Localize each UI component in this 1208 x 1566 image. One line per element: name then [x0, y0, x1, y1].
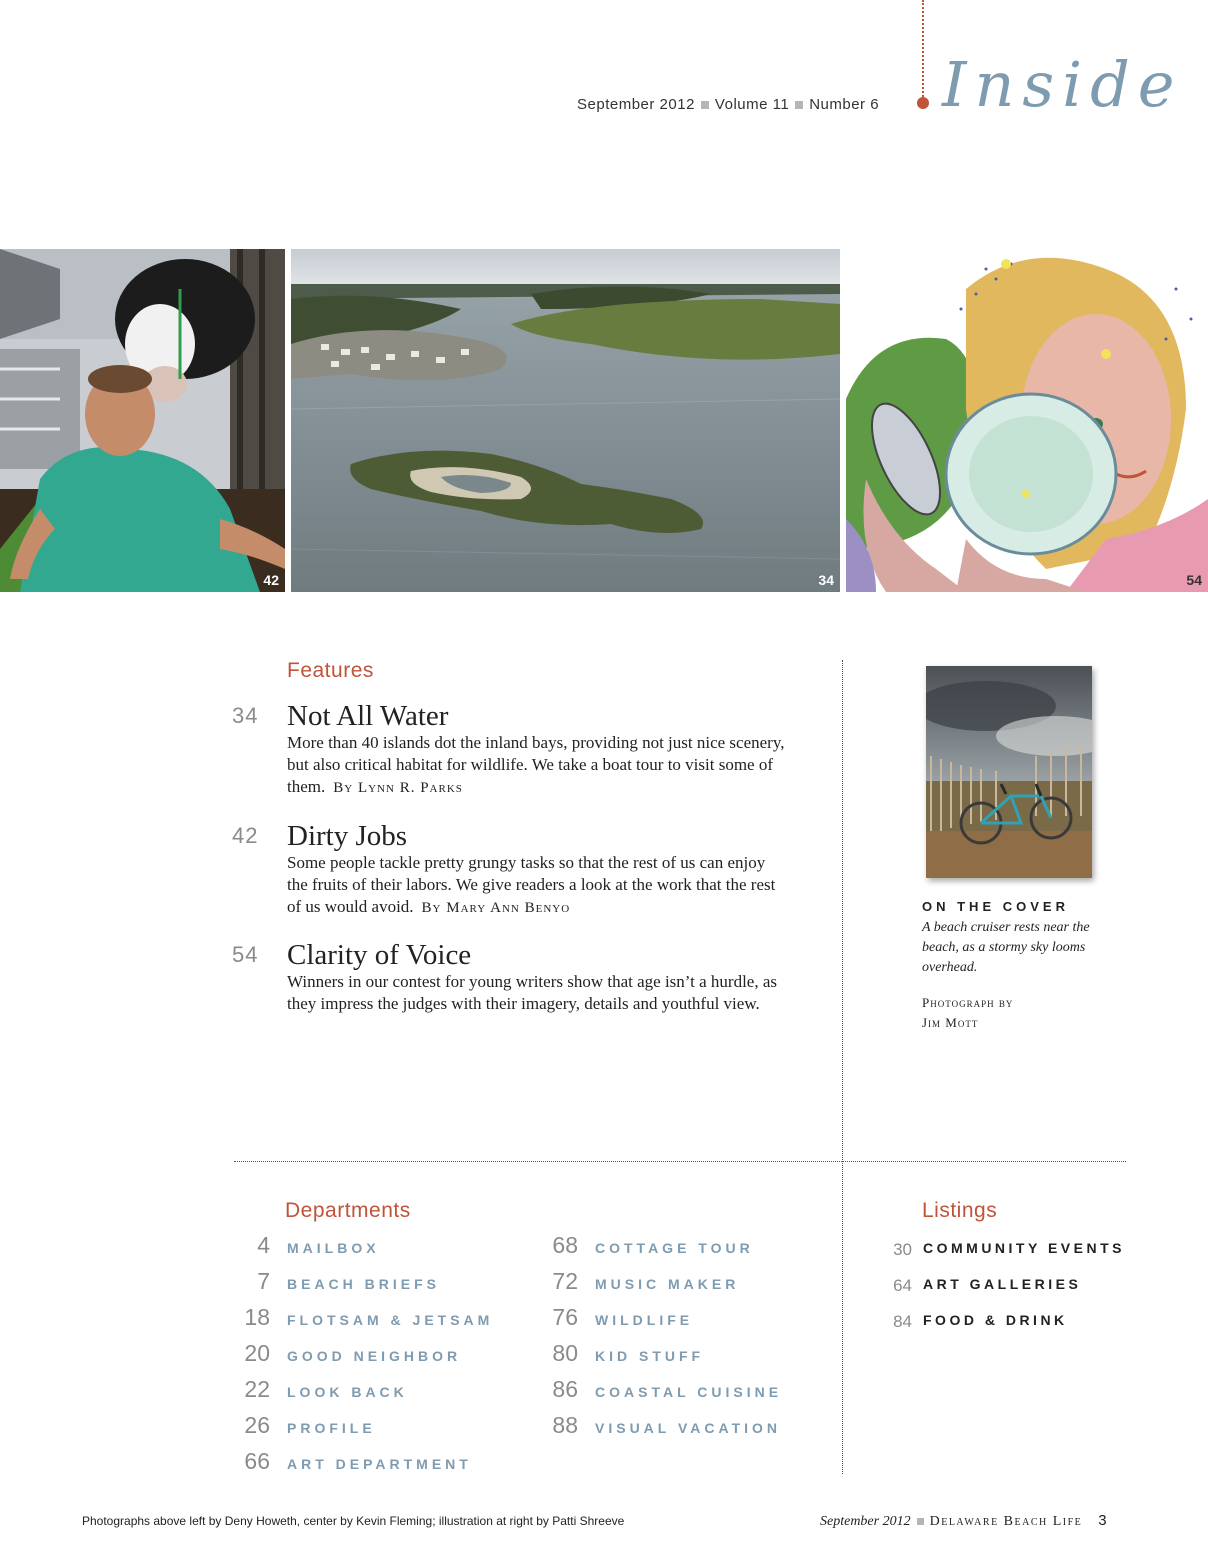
department-label[interactable]: ART DEPARTMENT [287, 1456, 472, 1472]
department-item[interactable] [210, 1268, 441, 1298]
departments-heading: Departments [285, 1199, 411, 1222]
department-label[interactable]: COASTAL CUISINE [595, 1384, 783, 1400]
department-item[interactable] [518, 1376, 783, 1406]
department-item[interactable] [210, 1412, 376, 1442]
separator-square [917, 1518, 924, 1525]
feature-title[interactable]: Not All Water [287, 700, 449, 732]
photo-farmer [0, 249, 285, 592]
listing-item[interactable] [852, 1236, 1125, 1266]
issue-volume: Volume 11 [714, 96, 790, 113]
features-heading: Features [287, 659, 374, 682]
feature-byline: By Mary Ann Benyo [421, 900, 571, 916]
illustration-girl-jar [846, 249, 1208, 592]
department-label[interactable]: KID STUFF [595, 1348, 705, 1364]
department-label[interactable]: VISUAL VACATION [595, 1420, 782, 1436]
department-item[interactable] [518, 1340, 705, 1370]
department-item[interactable] [210, 1376, 408, 1406]
listing-page-number: 30 [893, 1240, 912, 1259]
header-dotted-line [922, 0, 924, 100]
column-divider [842, 660, 843, 1474]
department-page-number: 26 [244, 1412, 270, 1438]
listing-item[interactable] [852, 1272, 1082, 1302]
feature-byline: By Lynn R. Parks [333, 780, 463, 796]
feature-description [287, 971, 787, 1015]
department-label[interactable]: MAILBOX [287, 1240, 380, 1256]
cover-credit-name: Jim Mott [922, 1015, 979, 1030]
listing-label[interactable]: FOOD & DRINK [923, 1312, 1068, 1328]
listing-page-number: 84 [893, 1312, 912, 1331]
feature-item[interactable] [232, 820, 792, 920]
photo-credits: Photographs above left by Deny Howeth, center by Kevin Fleming; illustration at right by Patti Shreeve [82, 1514, 625, 1528]
department-label[interactable]: MUSIC MAKER [595, 1276, 740, 1292]
photo-islands [291, 249, 840, 592]
page-title: Inside [942, 48, 1183, 121]
department-item[interactable] [210, 1340, 462, 1370]
cover-thumbnail[interactable] [926, 666, 1092, 878]
page-footer [820, 1512, 1107, 1530]
department-label[interactable]: COTTAGE TOUR [595, 1240, 754, 1256]
feature-item[interactable] [232, 700, 792, 800]
listings-heading: Listings [922, 1199, 998, 1222]
department-label[interactable]: FLOTSAM & JETSAM [287, 1312, 494, 1328]
feature-item[interactable] [232, 939, 792, 1039]
separator-square [701, 101, 709, 109]
feature-text: More than 40 islands dot the inland bays, providing not just nice scenery, but also critical habitat for wildlife. We take a boat tour to visit some of them. [287, 733, 785, 796]
department-page-number: 18 [244, 1304, 270, 1330]
footer-magazine-name: Delaware Beach Life [929, 1514, 1083, 1529]
feature-page-number: 42 [232, 823, 259, 848]
header-dot [917, 97, 929, 109]
photo-page-number: 34 [818, 572, 834, 588]
department-page-number: 86 [552, 1376, 578, 1402]
department-page-number: 76 [552, 1304, 578, 1330]
department-item[interactable] [210, 1232, 380, 1262]
department-item[interactable] [210, 1448, 472, 1478]
photo-page-number: 54 [1186, 572, 1202, 588]
feature-page-number: 34 [232, 703, 259, 728]
listing-page-number: 64 [893, 1276, 912, 1295]
department-label[interactable]: GOOD NEIGHBOR [287, 1348, 462, 1364]
department-page-number: 4 [257, 1232, 270, 1258]
feature-page-number: 54 [232, 942, 259, 967]
feature-text: Winners in our contest for young writers show that age isn’t a hurdle, as they impress the judges with their imagery, details and youthful view. [287, 972, 778, 1013]
department-item[interactable] [518, 1412, 782, 1442]
feature-title[interactable]: Dirty Jobs [287, 820, 408, 852]
feature-description [287, 852, 787, 919]
department-label[interactable]: PROFILE [287, 1420, 376, 1436]
issue-info [577, 96, 879, 113]
department-page-number: 7 [257, 1268, 270, 1294]
photo-page-number: 42 [263, 572, 279, 588]
department-label[interactable]: LOOK BACK [287, 1384, 408, 1400]
cover-credit [922, 993, 1097, 1033]
listing-label[interactable]: ART GALLERIES [923, 1276, 1082, 1292]
department-page-number: 22 [244, 1376, 270, 1402]
department-item[interactable] [518, 1268, 740, 1298]
section-divider [234, 1161, 1126, 1162]
department-label[interactable]: WILDLIFE [595, 1312, 694, 1328]
department-page-number: 88 [552, 1412, 578, 1438]
department-item[interactable] [210, 1304, 494, 1334]
listing-item[interactable] [852, 1308, 1068, 1338]
department-page-number: 80 [552, 1340, 578, 1366]
footer-date: September 2012 [820, 1514, 911, 1529]
feature-description [287, 732, 787, 799]
cover-heading: ON THE COVER [922, 899, 1069, 914]
department-item[interactable] [518, 1304, 694, 1334]
department-page-number: 68 [552, 1232, 578, 1258]
feature-title[interactable]: Clarity of Voice [287, 939, 472, 971]
cover-credit-line: Photograph by [922, 995, 1014, 1010]
listing-label[interactable]: COMMUNITY EVENTS [923, 1240, 1125, 1256]
department-label[interactable]: BEACH BRIEFS [287, 1276, 441, 1292]
department-page-number: 66 [244, 1448, 270, 1474]
cover-caption: A beach cruiser rests near the beach, as a stormy sky looms overhead. [922, 920, 1090, 975]
feature-text: Some people tackle pretty grungy tasks so that the rest of us can enjoy the fruits of their labors. We give readers a look at the work that the rest of us would avoid. [287, 853, 776, 916]
separator-square [795, 101, 803, 109]
department-page-number: 72 [552, 1268, 578, 1294]
issue-month: September 2012 [577, 96, 695, 113]
department-page-number: 20 [244, 1340, 270, 1366]
footer-page-number: 3 [1098, 1512, 1107, 1529]
issue-number: Number 6 [809, 96, 880, 113]
department-item[interactable] [518, 1232, 754, 1262]
